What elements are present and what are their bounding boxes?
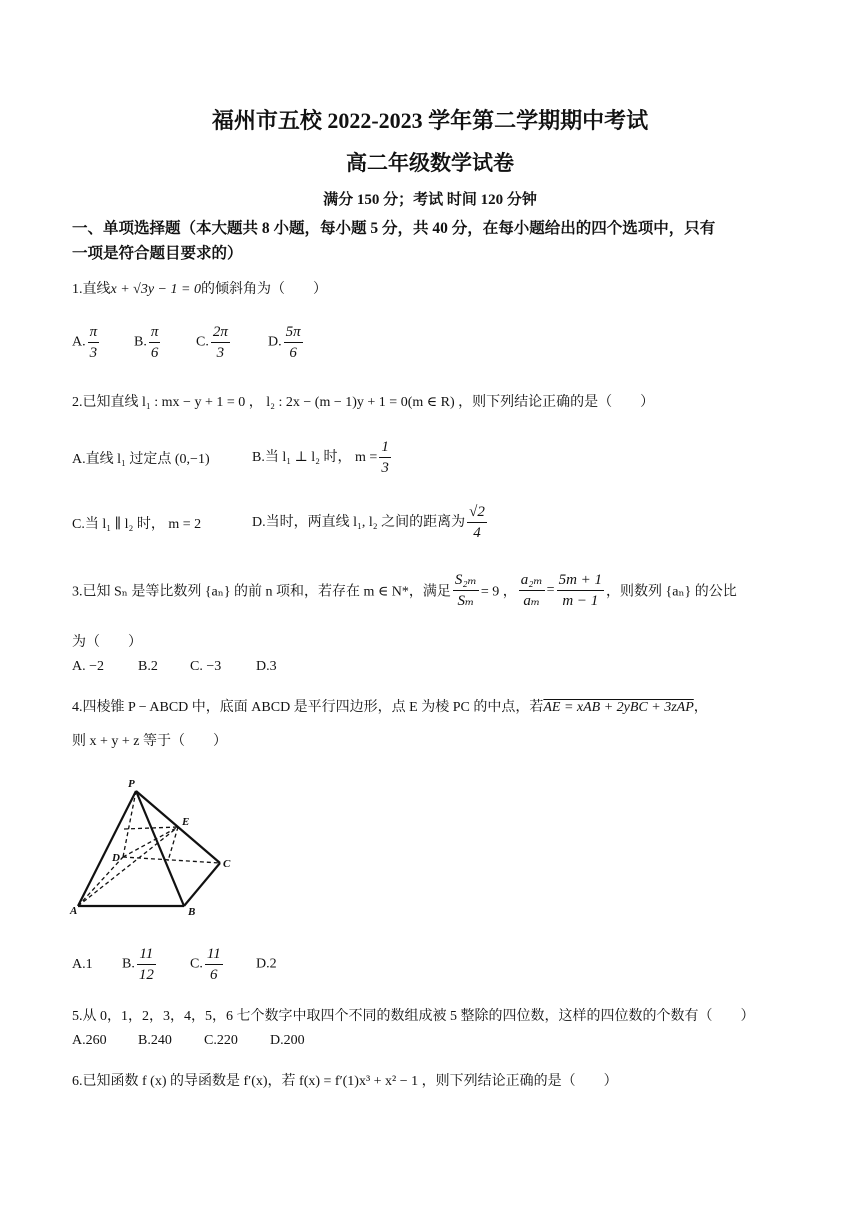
q5-option-b: B.240 bbox=[138, 1033, 172, 1048]
question-4-stem: 4.四棱锥 P − ABCD 中，底面 ABCD 是平行四边形，点 E 为棱 PC 的中点，若AE = xAB + 2yBC + 3zAP， bbox=[72, 700, 708, 715]
question-3-stem: 3.已知 Sₙ 是等比数列 {aₙ} 的前 n 项和，若存在 m ∈ N*，满足 $\frac{\text{S₂ₘ}}{\text{Sₘ}}$ = 9 ， $\frac{\text{a₂ₘ}}{\text{aₘ}}$ = $\frac{5m + 1}{m - 1}$ ，则数列 {aₙ} 的公比 bbox=[72, 572, 737, 609]
q4-option-a: A.1 bbox=[72, 956, 93, 972]
q2-option-b: B.当 l₁ ⊥ l₂ 时， m = $\frac{1}{3}$ bbox=[252, 439, 389, 476]
q1-option-b: B. $\frac{\pi}{6}$ bbox=[134, 324, 159, 361]
exam-meta: 满分 150 分；考试 时间 120 分钟 bbox=[323, 192, 537, 208]
exam-title: 福州市五校 2022-2023 学年第二学期期中考试 bbox=[211, 108, 649, 133]
q4-option-d: D.2 bbox=[256, 956, 277, 972]
q2-option-c: C.当 l₁ ∥ l₂ 时， m = 2 bbox=[72, 516, 202, 532]
q1-prefix: 1.直线 bbox=[72, 282, 111, 297]
edge-pa bbox=[78, 791, 136, 906]
q4-option-b: B. $\frac{11}{12}$ bbox=[122, 946, 154, 983]
q3-option-a: A. −2 bbox=[72, 659, 105, 674]
q3-option-d: D.3 bbox=[256, 659, 277, 674]
q3-option-b: B.2 bbox=[138, 659, 158, 674]
question-3-stem-line2: 为（ ） bbox=[72, 635, 142, 650]
q2-option-d: D.当时，两直线 l₁, l₂ 之间的距离为 $\frac{√2}{4}$ bbox=[252, 504, 485, 541]
question-2-stem: 2.已知直线 l₁ : mx − y + 1 = 0 ， l₂ : 2x − (m − 1)y + 1 = 0(m ∈ R) ，则下列结论正确的是（ ） bbox=[72, 395, 655, 410]
section-heading-line2: 一项是符合题目要求的） bbox=[72, 245, 243, 262]
q1-options bbox=[72, 322, 305, 363]
section-heading-line1: 一、单项选择题（本大题共 8 小题，每小题 5 分，共 40 分，在每小题给出的四个选项中，只有 bbox=[72, 220, 716, 237]
q1-option-d: D. $\frac{5\pi}{6}$ bbox=[268, 324, 301, 361]
question-1-stem bbox=[72, 278, 327, 298]
q4-option-c: C. $\frac{11}{6}$ bbox=[190, 946, 221, 983]
q2-options-row2 bbox=[72, 502, 489, 543]
q2-option-a: A.直线 l₁ 过定点 (0,−1) bbox=[72, 451, 210, 467]
question-5-stem: 5.从 0，1，2，3，4，5，6 七个数字中取四个不同的数组成被 5 整除的四位数，这样的四位数的个数有（ ） bbox=[72, 1009, 755, 1024]
q4-options bbox=[72, 944, 277, 985]
q4-vector-equation: AE = xAB + 2yBC + 3zAP bbox=[543, 700, 694, 715]
question-6-stem: 6.已知函数 f (x) 的导函数是 f′(x)，若 f(x) = f′(1)x³ + x² − 1 ，则下列结论正确的是（ ） bbox=[72, 1074, 618, 1089]
edge-bc bbox=[184, 863, 220, 906]
q2-options-row1 bbox=[72, 437, 393, 478]
edge-pd bbox=[123, 791, 136, 857]
q1-option-a: A. $\frac{\pi}{3}$ bbox=[72, 324, 98, 361]
label-e: E bbox=[182, 816, 190, 828]
edge-ad bbox=[78, 857, 123, 906]
q5-options bbox=[72, 1033, 305, 1049]
label-a: A bbox=[70, 905, 78, 917]
edge-dc bbox=[123, 857, 220, 863]
q1-expression: x + √3y − 1 = 0 bbox=[110, 282, 201, 297]
label-b: B bbox=[188, 906, 196, 918]
q1-option-c: C. $\frac{2\pi}{3}$ bbox=[196, 324, 228, 361]
label-p: P bbox=[128, 778, 135, 790]
segment-de bbox=[123, 827, 178, 857]
edge-pb bbox=[136, 791, 184, 906]
exam-subtitle: 高二年级数学试卷 bbox=[346, 151, 514, 175]
segment-ae bbox=[78, 827, 178, 906]
label-d: D bbox=[112, 852, 120, 864]
label-c: C bbox=[223, 858, 231, 870]
q5-option-d: D.200 bbox=[270, 1033, 305, 1048]
pyramid-figure bbox=[68, 775, 238, 920]
q1-suffix: 的倾斜角为（ ） bbox=[200, 282, 327, 297]
q3-option-c: C. −3 bbox=[190, 659, 222, 674]
q5-option-c: C.220 bbox=[204, 1033, 238, 1048]
question-4-stem-line2: 则 x + y + z 等于（ ） bbox=[72, 734, 228, 749]
q5-option-a: A.260 bbox=[72, 1033, 107, 1048]
q3-options bbox=[72, 659, 277, 675]
